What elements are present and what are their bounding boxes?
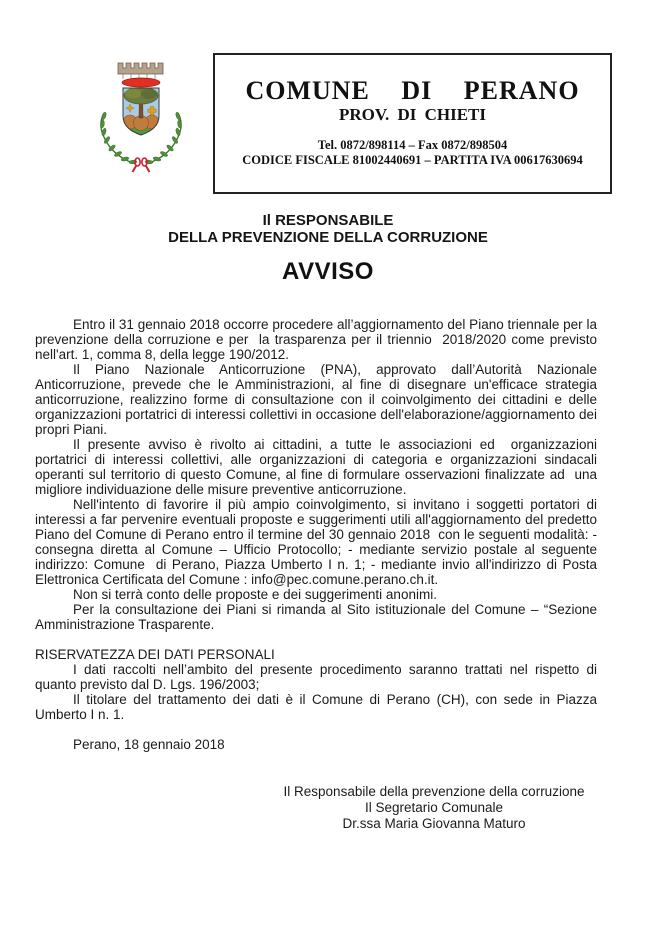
anonymous-note: Non si terrà conto delle proposte e dei suggerimenti anonimi. (73, 587, 437, 602)
privacy-heading: RISERVATEZZA DEI DATI PERSONALI (35, 647, 275, 662)
coat-of-arms-logo (90, 60, 192, 174)
responsabile-title-line2: DELLA PREVENZIONE DELLA CORRUZIONE (168, 229, 488, 246)
telephone-line: Tel. 0872/898114 – Fax 0872/898504 (317, 138, 508, 152)
date-line: Perano, 18 gennaio 2018 (73, 737, 225, 752)
commune-name: COMUNE DI PERANO (245, 76, 580, 105)
modalita-paragraph: Nell'intento di favorire il più ampio coinvolgimento, si invitano i soggetti portatori di interessi a far pervenire eventuali proposte e suggerimenti utili all'aggiornamento del predetto Piano del Comune di Perano entro il termine del 30 gennaio 2018 con le seguenti modalità: - consegna diretta al Comune – Ufficio Protocollo; - mediante servizio postale al seguente indirizzo: Comune di Perano, Piazza Umberto I n. 1; - mediante invio all'indirizzo di Posta Elettronica Certificata del Comune : info@pec.comune.perano.ch.it. (35, 497, 605, 587)
shield-icon (123, 87, 159, 138)
avviso-heading: AVVISO (282, 258, 374, 285)
signature-role-line: Il Responsabile della prevenzione della corruzione (283, 784, 585, 799)
mural-crown-icon (118, 63, 163, 87)
document-title-block (47, 212, 609, 285)
letterhead-box (213, 53, 612, 194)
letterhead (0, 0, 659, 190)
privacy-paragraph-1: I dati raccolti nell’ambito del presente procedimento saranno trattati nel rispetto di quanto previsto dal D. Lgs. 196/2003; (35, 662, 601, 692)
signature-name-line: Dr.ssa Maria Giovanna Maturo (342, 816, 526, 831)
intro-paragraph: Entro il 31 gennaio 2018 occorre procedere all’aggiornamento del Piano triennale per la prevenzione della corruzione e per la trasparenza per il triennio 2018/2020 come previsto nell'art. 1, comma 8, della legge 190/2012. (35, 317, 601, 362)
province-line: PROV. DI CHIETI (338, 105, 487, 124)
responsabile-title-line1: Il RESPONSABILE (262, 212, 394, 229)
signature-title-line: Il Segretario Comunale (364, 800, 504, 815)
fiscal-code-line: CODICE FISCALE 81002440691 – PARTITA IVA 00617630694 (242, 153, 583, 167)
signature-block (250, 784, 618, 832)
document-body (35, 317, 605, 722)
pna-paragraph: Il Piano Nazionale Anticorruzione (PNA), approvato dall’Autorità Nazionale Anticorruzione, prevede che le Amministrazioni, al fine di disegnare un'efficace strategia anticorruzione, realizzino forme di consultazione con il coinvolgimento dei cittadini e delle organizzazioni portatrici di interessi collettivi in occasione dell'elaborazione/aggiornamento dei propri Piani. (35, 362, 601, 437)
consultation-note: Per la consultazione dei Piani si rimanda al Sito istituzionale del Comune – “Sezione Amministrazione Trasparente. (35, 602, 601, 632)
privacy-paragraph-2: Il titolare del trattamento dei dati è il Comune di Perano (CH), con sede in Piazza Umberto I n. 1. (35, 692, 601, 722)
avviso-target-paragraph: Il presente avviso è rivolto ai cittadini, a tutte le associazioni ed organizzazioni portatrici di interessi collettivi, alle organizzazioni di categoria e organizzazioni sindacali operanti sul territorio di questo Comune, al fine di formulare osservazioni finalizzate ad una migliore individuazione delle misure preventive anticorruzione. (35, 437, 601, 497)
ribbon-icon (133, 158, 150, 172)
